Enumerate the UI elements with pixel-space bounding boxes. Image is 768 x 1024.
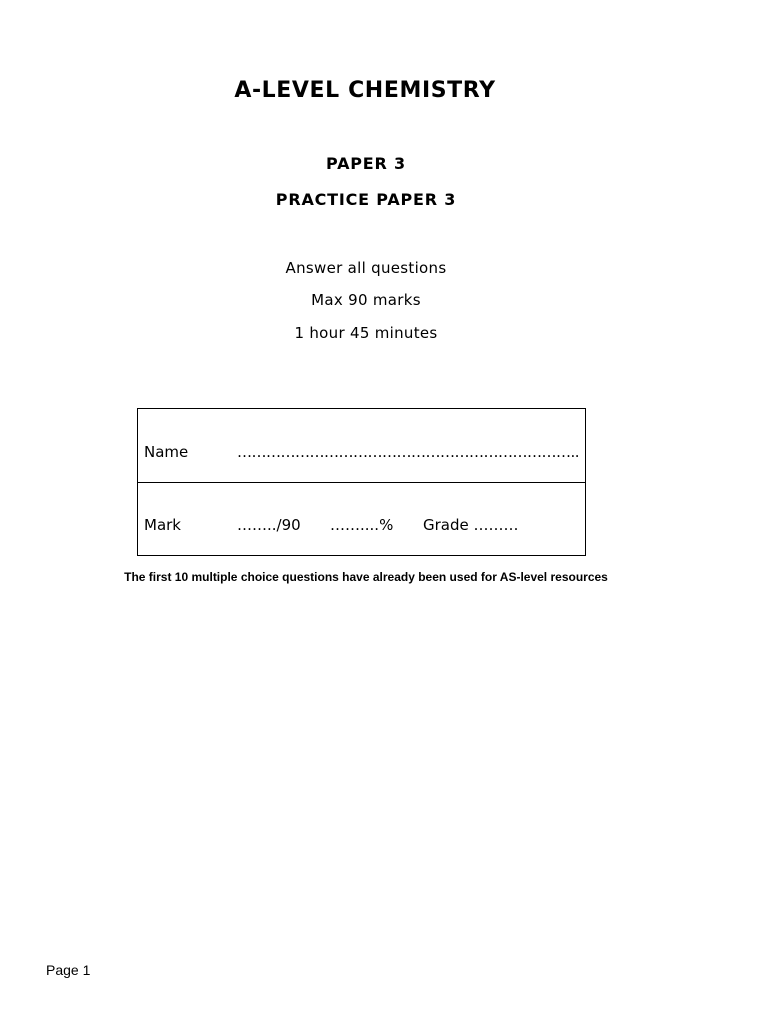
document-title: A-LEVEL CHEMISTRY: [234, 78, 496, 103]
name-label: Name: [144, 443, 189, 461]
mark-score-field: ……../90: [237, 516, 301, 534]
instruction-max-marks: Max 90 marks: [311, 291, 421, 309]
multiple-choice-note: The first 10 multiple choice questions have already been used for AS-level resources: [124, 570, 608, 584]
candidate-details-box: [137, 408, 586, 556]
instruction-answer-all: Answer all questions: [285, 259, 447, 277]
box-divider: [138, 482, 585, 483]
mark-percent-field: ……....%: [330, 516, 394, 534]
page-number: Page 1: [46, 962, 91, 978]
name-field: ……………………………………………………………..: [237, 443, 580, 461]
practice-paper-title: PRACTICE PAPER 3: [275, 190, 457, 209]
mark-label: Mark: [144, 516, 181, 534]
paper-number: PAPER 3: [326, 154, 406, 173]
grade-field: Grade ………: [423, 516, 519, 534]
instruction-duration: 1 hour 45 minutes: [294, 324, 438, 342]
